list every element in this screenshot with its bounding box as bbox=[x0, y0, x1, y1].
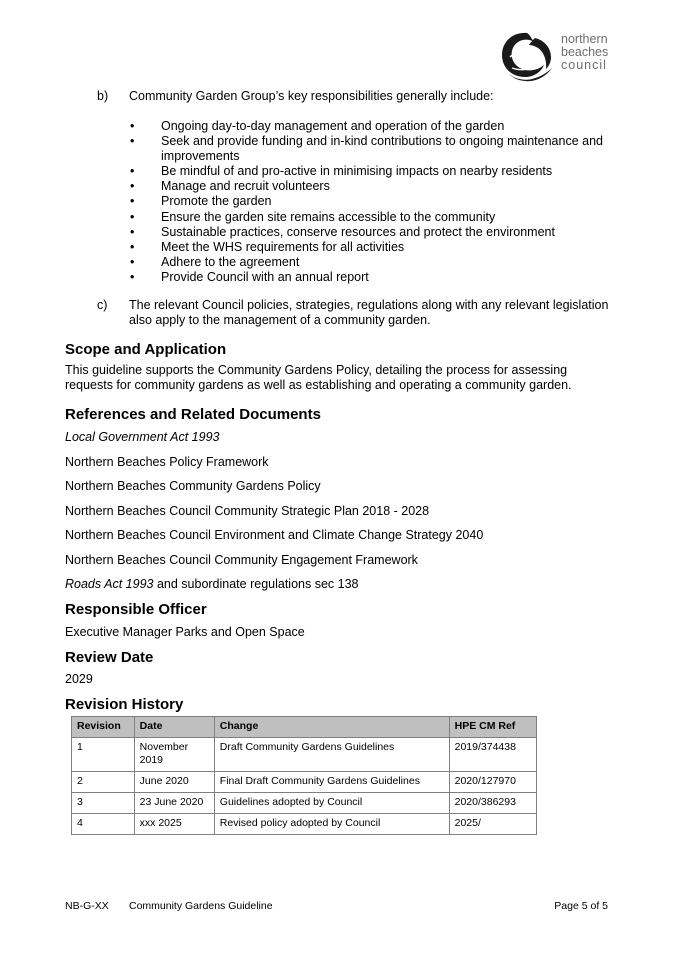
table-cell: 4 bbox=[72, 814, 135, 835]
table-cell: November 2019 bbox=[134, 738, 214, 772]
logo-line-3: council bbox=[561, 58, 607, 72]
table-cell: June 2020 bbox=[134, 772, 214, 793]
responsible-officer-heading: Responsible Officer bbox=[65, 601, 207, 618]
footer-document-code: NB-G-XX bbox=[65, 900, 109, 912]
bullet-item: • Ongoing day-to-day management and operation of the garden bbox=[130, 119, 620, 134]
table-row bbox=[72, 772, 537, 793]
roads-act-title: Roads Act 1993 bbox=[65, 577, 154, 591]
table-row bbox=[72, 793, 537, 814]
bullet-item: • Meet the WHS requirements for all activities bbox=[130, 240, 620, 255]
footer-document-title: Community Gardens Guideline bbox=[129, 900, 273, 912]
references-heading: References and Related Documents bbox=[65, 406, 321, 423]
logo-line-2: beaches bbox=[561, 45, 609, 59]
reference-item: Northern Beaches Council Environment and Climate Change Strategy 2040 bbox=[65, 528, 484, 542]
reference-item: Local Government Act 1993 bbox=[65, 430, 220, 444]
item-b-marker: b) bbox=[97, 89, 109, 103]
bullet-item: • Adhere to the agreement bbox=[130, 255, 620, 270]
column-header: HPE CM Ref bbox=[449, 717, 536, 738]
column-header: Date bbox=[134, 717, 214, 738]
logo-wordmark bbox=[561, 33, 608, 72]
table-cell: 23 June 2020 bbox=[134, 793, 214, 814]
reference-item-roads-act bbox=[65, 577, 615, 592]
item-c-marker: c) bbox=[97, 298, 108, 312]
table-cell: 1 bbox=[72, 738, 135, 772]
item-c-text: The relevant Council policies, strategies, regulations along with any relevant legislation also apply to the management of a community garden. bbox=[129, 298, 609, 327]
table-cell: 2020/386293 bbox=[449, 793, 536, 814]
logo-line-1: northern bbox=[561, 32, 608, 46]
table-cell: 2 bbox=[72, 772, 135, 793]
bullet-item: • Provide Council with an annual report bbox=[130, 270, 620, 285]
reference-item: Northern Beaches Council Community Engagement Framework bbox=[65, 553, 418, 567]
table-cell: 3 bbox=[72, 793, 135, 814]
table-cell: 2020/127970 bbox=[449, 772, 536, 793]
revision-history-heading: Revision History bbox=[65, 696, 184, 713]
reference-item: Northern Beaches Policy Framework bbox=[65, 455, 269, 469]
scope-text: This guideline supports the Community Gardens Policy, detailing the process for assessing requests for community gardens as well as establishing and operating a community garden. bbox=[65, 363, 572, 392]
item-b-text: Community Garden Group’s key responsibilities generally include: bbox=[129, 89, 494, 103]
review-date-heading: Review Date bbox=[65, 649, 154, 666]
bullet-item: • Ensure the garden site remains accessible to the community bbox=[130, 210, 620, 225]
reference-item: Northern Beaches Community Gardens Policy bbox=[65, 479, 321, 493]
bullet-item: • Be mindful of and pro-active in minimising impacts on nearby residents bbox=[130, 164, 620, 179]
bullet-item: • Seek and provide funding and in-kind contributions to ongoing maintenance and improvements bbox=[130, 134, 620, 164]
bullet-item: • Promote the garden bbox=[130, 194, 620, 209]
column-header: Revision bbox=[72, 717, 135, 738]
column-header: Change bbox=[214, 717, 449, 738]
scope-heading: Scope and Application bbox=[65, 341, 227, 358]
table-cell: Final Draft Community Gardens Guidelines bbox=[214, 772, 449, 793]
responsible-officer-text: Executive Manager Parks and Open Space bbox=[65, 625, 305, 639]
review-date-text: 2029 bbox=[65, 672, 93, 686]
table-header-row bbox=[72, 717, 537, 738]
bullet-item: • Sustainable practices, conserve resources and protect the environment bbox=[130, 225, 620, 240]
table-cell: xxx 2025 bbox=[134, 814, 214, 835]
table-cell: 2019/374438 bbox=[449, 738, 536, 772]
table-row bbox=[72, 814, 537, 835]
council-logo bbox=[498, 30, 618, 82]
reference-item: Northern Beaches Council Community Strategic Plan 2018 - 2028 bbox=[65, 504, 430, 518]
council-emblem-icon bbox=[498, 30, 556, 82]
table-cell: Guidelines adopted by Council bbox=[214, 793, 449, 814]
bullet-item: • Manage and recruit volunteers bbox=[130, 179, 620, 194]
footer-page-number: Page 5 of 5 bbox=[554, 900, 608, 912]
table-cell: 2025/ bbox=[449, 814, 536, 835]
responsibilities-list bbox=[130, 119, 620, 285]
table-cell: Revised policy adopted by Council bbox=[214, 814, 449, 835]
table-row bbox=[72, 738, 537, 772]
revision-history-table bbox=[71, 716, 537, 835]
table-cell: Draft Community Gardens Guidelines bbox=[214, 738, 449, 772]
roads-act-detail: and subordinate regulations sec 138 bbox=[153, 577, 359, 591]
